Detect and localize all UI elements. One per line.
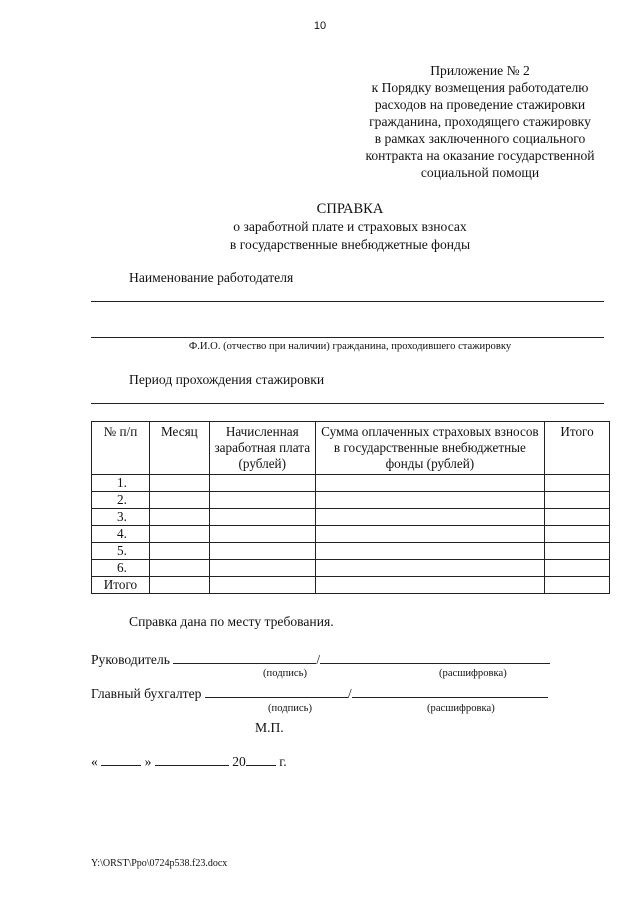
head-decode-caption: (расшифровка) — [439, 668, 507, 679]
head-signature-field[interactable] — [173, 650, 316, 664]
contributions-cell[interactable] — [315, 560, 544, 577]
table-row — [92, 560, 610, 577]
appendix-line: контракта на оказание государственной — [365, 148, 595, 163]
footer-file-path: Y:\ORST\Ppo\0724p538.f23.docx — [91, 858, 228, 869]
employer-label: Наименование работодателя — [129, 270, 294, 285]
employer-line-1[interactable] — [91, 301, 604, 302]
head-decode-field[interactable] — [320, 650, 550, 664]
date-day-field[interactable] — [101, 752, 141, 766]
salary-cell[interactable] — [209, 526, 315, 543]
month-cell[interactable] — [149, 492, 209, 509]
salary-cell[interactable] — [209, 509, 315, 526]
accountant-signature-field[interactable] — [205, 684, 348, 698]
header-contributions: Сумма оплаченных страховых взносов в государственные внебюджетные фонды (рублей) — [315, 422, 544, 475]
header-month: Месяц — [149, 422, 209, 475]
appendix-line: Приложение № 2 — [430, 63, 530, 78]
table-row — [92, 509, 610, 526]
total-cell[interactable] — [545, 577, 610, 594]
head-label: Руководитель — [91, 652, 170, 667]
row-number: 4. — [92, 526, 150, 543]
date-line — [91, 752, 287, 770]
row-number: 6. — [92, 560, 150, 577]
contributions-cell[interactable] — [315, 543, 544, 560]
table-row — [92, 526, 610, 543]
employer-line-2[interactable] — [91, 337, 604, 338]
contributions-cell[interactable] — [315, 577, 544, 594]
document-subtitle — [0, 218, 640, 254]
header-salary: Начисленная заработная плата (рублей) — [209, 422, 315, 475]
row-number: 2. — [92, 492, 150, 509]
row-number: 5. — [92, 543, 150, 560]
salary-cell[interactable] — [209, 492, 315, 509]
appendix-line: социальной помощи — [420, 165, 540, 180]
total-cell[interactable] — [545, 509, 610, 526]
month-cell[interactable] — [149, 577, 209, 594]
total-cell[interactable] — [545, 560, 610, 577]
subtitle-line: о заработной плате и страховых взносах — [233, 219, 467, 234]
month-cell[interactable] — [149, 543, 209, 560]
accountant-label: Главный бухгалтер — [91, 686, 202, 701]
salary-cell[interactable] — [209, 577, 315, 594]
total-cell[interactable] — [545, 526, 610, 543]
salary-cell[interactable] — [209, 543, 315, 560]
table-row — [92, 492, 610, 509]
total-cell[interactable] — [545, 543, 610, 560]
accountant-signature-line — [91, 684, 548, 702]
contributions-cell[interactable] — [315, 509, 544, 526]
document-title: СПРАВКА — [316, 201, 384, 217]
month-cell[interactable] — [149, 475, 209, 492]
subtitle-line: в государственные внебюджетные фонды — [229, 237, 471, 252]
appendix-line: гражданина, проходящего стажировку — [369, 114, 591, 129]
total-cell[interactable] — [545, 492, 610, 509]
accountant-decode-caption: (расшифровка) — [427, 703, 495, 714]
page-number: 10 — [313, 20, 327, 32]
table-total-row — [92, 577, 610, 594]
month-cell[interactable] — [149, 560, 209, 577]
row-number: 1. — [92, 475, 150, 492]
accountant-sign-caption: (подпись) — [268, 703, 312, 714]
close-quote: » — [144, 754, 152, 769]
slash: / — [316, 652, 321, 667]
contributions-cell[interactable] — [315, 526, 544, 543]
open-quote: « — [91, 754, 98, 769]
month-cell[interactable] — [149, 526, 209, 543]
appendix-line: в рамках заключенного социального — [374, 131, 586, 146]
period-label: Период прохождения стажировки — [129, 372, 325, 387]
slash: / — [347, 686, 352, 701]
contributions-cell[interactable] — [315, 475, 544, 492]
head-signature-line — [91, 650, 550, 668]
contributions-cell[interactable] — [315, 492, 544, 509]
salary-cell[interactable] — [209, 560, 315, 577]
header-number: № п/п — [92, 422, 150, 475]
period-line[interactable] — [91, 403, 604, 404]
table-row — [92, 543, 610, 560]
head-sign-caption: (подпись) — [263, 668, 307, 679]
accountant-decode-field[interactable] — [352, 684, 548, 698]
salary-cell[interactable] — [209, 475, 315, 492]
total-cell[interactable] — [545, 475, 610, 492]
appendix-line: расходов на проведение стажировки — [374, 97, 586, 112]
year-prefix: 20 — [232, 754, 246, 769]
date-year-field[interactable] — [246, 752, 276, 766]
salary-table — [91, 421, 610, 594]
stamp-place: М.П. — [255, 720, 284, 735]
table-row — [92, 475, 610, 492]
row-number: 3. — [92, 509, 150, 526]
month-cell[interactable] — [149, 509, 209, 526]
year-suffix: г. — [279, 754, 287, 769]
appendix-header — [340, 62, 620, 181]
fio-caption: Ф.И.О. (отчество при наличии) гражданина, проходившего стажировку — [188, 341, 512, 352]
table-header-row — [92, 422, 610, 475]
reference-note: Справка дана по месту требования. — [129, 614, 334, 629]
appendix-line: к Порядку возмещения работодателю — [371, 80, 589, 95]
header-total: Итого — [545, 422, 610, 475]
total-row-label: Итого — [92, 577, 150, 594]
date-month-field[interactable] — [155, 752, 229, 766]
